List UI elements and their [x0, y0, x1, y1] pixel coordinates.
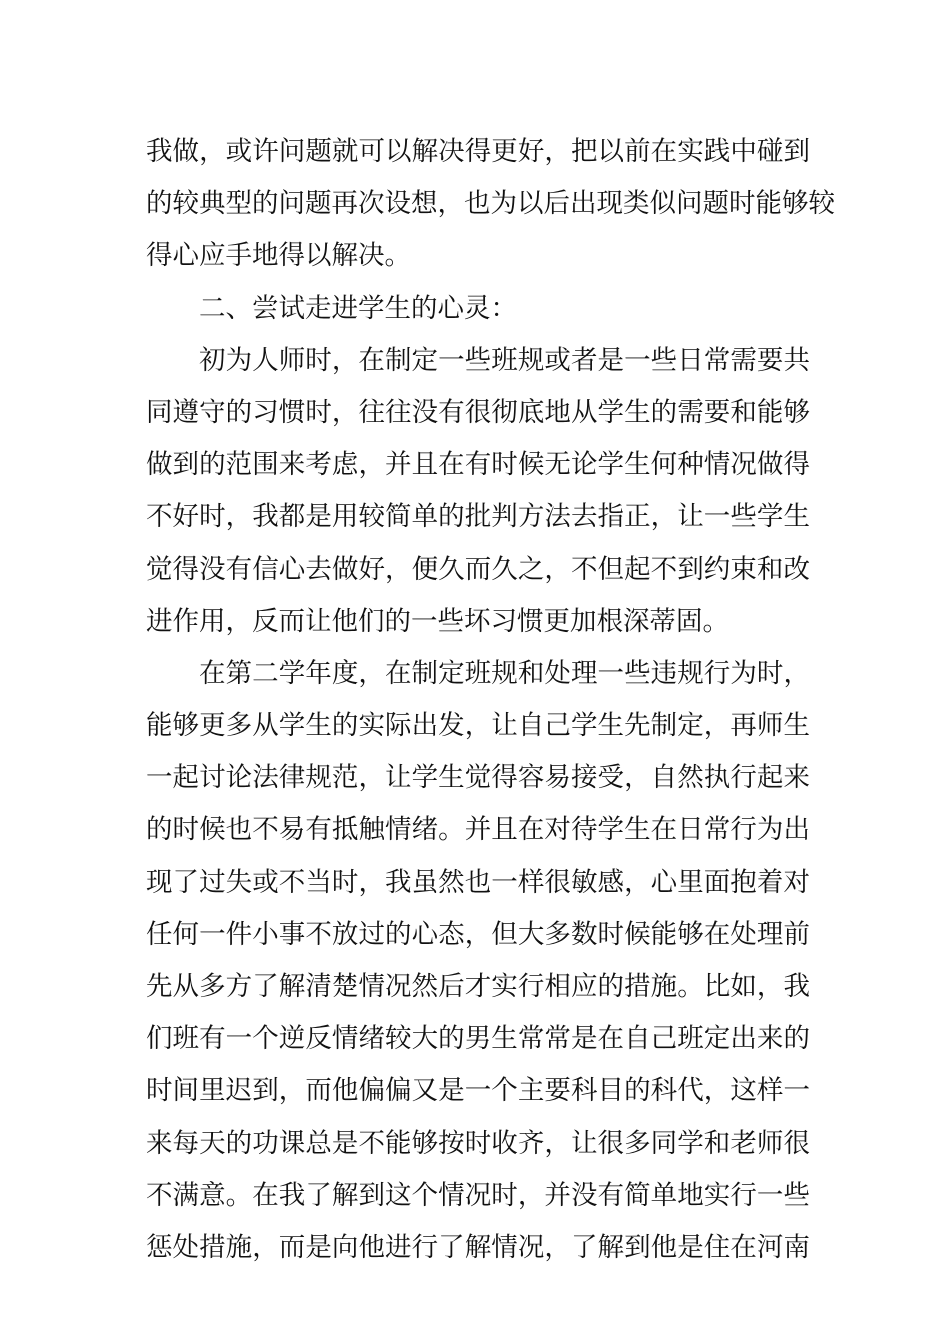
- text-line: 一起讨论法律规范，让学生觉得容易接受，自然执行起来: [146, 762, 810, 794]
- text-line: 任何一件小事不放过的心态，但大多数时候能够在处理前: [146, 918, 810, 950]
- text-line: 觉得没有信心去做好，便久而久之，不但起不到约束和改: [146, 553, 810, 585]
- text-line: 先从多方了解清楚情况然后才实行相应的措施。比如，我: [146, 971, 810, 1002]
- text-line: 做到的范围来考虑，并且在有时候无论学生何种情况做得: [146, 449, 810, 481]
- section-heading: 二、尝试走进学生的心灵：: [199, 292, 517, 324]
- text-line: 不满意。在我了解到这个情况时，并没有简单地实行一些: [146, 1179, 810, 1211]
- text-line: 来每天的功课总是不能够按时收齐，让很多同学和老师很: [146, 1127, 810, 1159]
- text-line: 我做，或许问题就可以解决得更好，把以前在实践中碰到: [146, 136, 810, 167]
- text-line: 们班有一个逆反情绪较大的男生常常是在自己班定出来的: [146, 1023, 810, 1055]
- text-line: 的较典型的问题再次设想，也为以后出现类似问题时能够较: [146, 188, 835, 220]
- text-line: 能够更多从学生的实际出发，让自己学生先制定，再师生: [146, 710, 810, 742]
- text-line: 现了过失或不当时，我虽然也一样很敏感，心里面抱着对: [146, 866, 810, 898]
- text-line: 不好时，我都是用较简单的批判方法去指正，让一些学生: [146, 501, 810, 533]
- text-line: 时间里迟到，而他偏偏又是一个主要科目的科代，这样一: [146, 1075, 810, 1107]
- text-line: 初为人师时，在制定一些班规或者是一些日常需要共: [199, 344, 810, 376]
- document-body: [146, 126, 835, 1274]
- text-line: 的时候也不易有抵触情绪。并且在对待学生在日常行为出: [146, 814, 810, 846]
- text-line: 同遵守的习惯时，往往没有很彻底地从学生的需要和能够: [146, 396, 810, 428]
- text-line: 得心应手地得以解决。: [146, 240, 411, 272]
- text-line: 惩处措施，而是向他进行了解情况，了解到他是住在河南: [146, 1231, 810, 1263]
- text-line: 在第二学年度，在制定班规和处理一些违规行为时，: [199, 657, 810, 689]
- text-line: 进作用，反而让他们的一些坏习惯更加根深蒂固。: [146, 605, 729, 637]
